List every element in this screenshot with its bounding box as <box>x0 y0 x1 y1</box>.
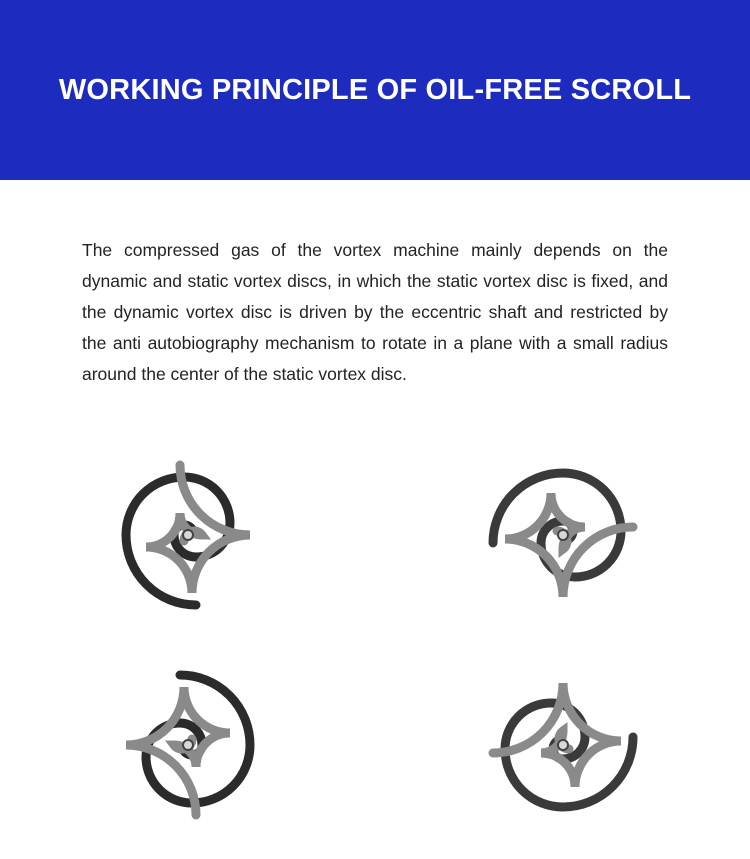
page-title: WORKING PRINCIPLE OF OIL-FREE SCROLL <box>58 73 692 106</box>
scroll-phase-2 <box>375 430 750 640</box>
scroll-phase-4 <box>375 640 750 850</box>
header-banner <box>0 0 750 180</box>
scroll-phase-1 <box>0 430 375 640</box>
figure-grid <box>0 430 750 850</box>
scroll-diagram-icon <box>463 650 663 840</box>
scroll-diagram-icon <box>88 650 288 840</box>
scroll-diagram-icon <box>88 440 288 630</box>
scroll-phase-3 <box>0 640 375 850</box>
description-paragraph: The compressed gas of the vortex machine mainly depends on the dynamic and static vortex discs, in which the static vortex disc is fixed, and the dynamic vortex disc is driven by the eccentric shaft and restricted by the anti autobiography mechanism to rotate in a plane with a small radius around the center of the static vortex disc. <box>82 240 668 384</box>
scroll-diagram-icon <box>463 440 663 630</box>
content-section <box>0 180 750 390</box>
